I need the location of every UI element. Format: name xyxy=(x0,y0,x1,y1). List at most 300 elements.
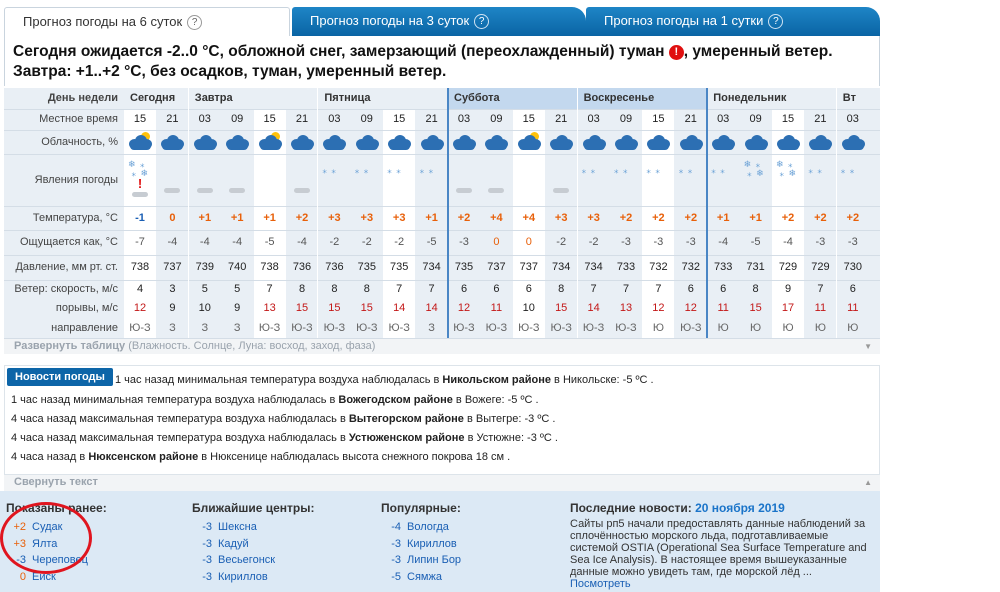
summary-tomorrow: Завтра: +1..+2 °C, без осадков, туман, умеренный ветер. xyxy=(13,63,447,80)
cloud-icon xyxy=(678,133,704,151)
wind-gust-cell: 12 xyxy=(133,302,147,314)
bottom-panel xyxy=(0,491,880,592)
temperature-cell: +2 xyxy=(295,212,309,224)
time-cell: 15 xyxy=(393,113,406,125)
cloud-part xyxy=(746,142,767,150)
temperature-cell: +1 xyxy=(263,212,276,224)
temperature-cell: -1 xyxy=(135,212,145,224)
city-link[interactable]: Шексна xyxy=(218,521,257,533)
wind-speed-cell: 7 xyxy=(428,283,435,295)
feels-like-cell: 0 xyxy=(525,236,532,248)
snow-icon: ⁎ ⁎ xyxy=(711,165,726,175)
tab-label: Прогноз погоды на 6 суток xyxy=(23,14,183,29)
row-separator xyxy=(4,130,880,131)
wind-direction-cell: Ю-З xyxy=(258,322,281,334)
row-label-time: Местное время xyxy=(39,113,118,125)
snow-icon: ⁎ ⁎ xyxy=(322,165,337,175)
cloud-icon xyxy=(516,133,542,151)
wind-speed-cell: 5 xyxy=(201,283,208,295)
city-list-item[interactable] xyxy=(381,521,461,538)
city-temperature: -3 xyxy=(202,570,212,583)
cloud-part xyxy=(843,142,864,150)
cloud-part xyxy=(519,142,540,150)
wind-speed-cell: 7 xyxy=(817,283,824,295)
feels-like-cell: -7 xyxy=(135,236,145,248)
time-cell: 09 xyxy=(490,113,503,125)
fog-icon xyxy=(197,188,213,193)
cloud-icon xyxy=(710,133,736,151)
news-item-text: 1 час назад минимальная температура воздуха наблюдалась в xyxy=(115,374,443,386)
snow-icon: ⁎ ⁎ xyxy=(387,165,402,175)
temperature-cell: +2 xyxy=(684,212,698,224)
weather-news xyxy=(4,365,880,475)
wind-speed-cell: 7 xyxy=(655,283,662,295)
temperature-cell: +2 xyxy=(457,212,471,224)
collapse-text-label: Свернуть текст xyxy=(14,476,98,488)
news-item-text: 1 час назад минимальная температура воздуха наблюдалась в xyxy=(11,394,339,406)
cloud-part xyxy=(162,142,183,150)
pressure-cell: 736 xyxy=(325,261,344,273)
cloud-part xyxy=(616,142,637,150)
pressure-cell: 731 xyxy=(746,261,765,273)
temperature-cell: +3 xyxy=(360,212,374,224)
pressure-cell: 739 xyxy=(195,261,214,273)
day-header: Суббота xyxy=(448,88,578,109)
city-temperature: +3 xyxy=(13,537,26,550)
feels-like-cell: -5 xyxy=(264,236,275,248)
wind-direction-cell: Ю-З xyxy=(485,322,508,334)
cloud-part xyxy=(551,142,572,150)
snow-icon: ❄ ⁎ ⁎ ❄ xyxy=(743,159,765,178)
feels-like-cell: -3 xyxy=(685,236,696,248)
temperature-cell: +2 xyxy=(781,212,795,224)
wind-direction-cell: Ю-З xyxy=(518,322,540,334)
row-label-wind: Ветер: скорость, м/с xyxy=(14,283,118,295)
wind-direction-cell: Ю xyxy=(652,322,664,334)
news-tab[interactable]: Новости погоды xyxy=(7,368,113,386)
forecast-tabs xyxy=(0,0,880,36)
city-temperature: -5 xyxy=(391,570,401,583)
temperature-cell: +1 xyxy=(425,212,438,224)
latest-news-title xyxy=(570,501,870,515)
cloud-icon xyxy=(613,133,639,151)
cloud-icon xyxy=(419,133,445,151)
cloud-icon xyxy=(645,133,671,151)
snow-icon: ❄ ⁎ ⁎ ❄ xyxy=(776,159,798,178)
time-cell: 09 xyxy=(749,113,762,125)
time-cell: 21 xyxy=(425,113,438,125)
wind-direction-cell: Ю-З xyxy=(323,322,346,334)
wind-gust-cell: 15 xyxy=(749,302,762,314)
city-list-item[interactable] xyxy=(192,538,314,555)
row-label-phen: Явления погоды xyxy=(34,174,118,186)
pressure-cell: 738 xyxy=(130,261,150,273)
wind-direction-cell: Ю xyxy=(814,322,826,334)
tab-6-days[interactable] xyxy=(4,7,290,36)
cloud-part xyxy=(584,142,605,150)
news-item xyxy=(11,432,558,444)
wind-speed-cell: 8 xyxy=(558,283,565,295)
wind-direction-cell: Ю-З xyxy=(453,322,475,334)
city-link[interactable]: Липин Бор xyxy=(407,554,462,566)
feels-like-cell: -3 xyxy=(847,236,858,248)
day-header: Понедельник xyxy=(713,92,787,104)
city-link[interactable]: Вологда xyxy=(407,521,449,533)
time-cell: 21 xyxy=(684,113,697,125)
news-item-value: в Вожеге: -5 ºC . xyxy=(452,394,539,406)
feels-like-cell: -4 xyxy=(718,236,729,248)
wind-gust-cell: 11 xyxy=(490,302,503,314)
warning-icon[interactable]: ! xyxy=(137,176,143,191)
fog-icon xyxy=(294,188,310,193)
feels-like-cell: -2 xyxy=(329,236,340,248)
wind-speed-cell: 3 xyxy=(169,283,176,295)
forecast-table xyxy=(4,88,880,338)
wind-direction-cell: Ю-З xyxy=(550,322,572,334)
warning-icon[interactable]: ! xyxy=(669,45,684,60)
latest-news-more-link[interactable]: Посмотреть xyxy=(570,578,631,590)
snow-icon: ⁎ ⁎ xyxy=(581,165,597,175)
snow-icon: ⁎ ⁎ xyxy=(808,165,823,175)
city-list-item[interactable] xyxy=(381,571,461,588)
nearest-centers-title: Ближайшие центры: xyxy=(192,501,315,515)
time-cell: 15 xyxy=(263,113,276,125)
city-list-item[interactable] xyxy=(192,521,314,538)
day-header: Пятница xyxy=(324,92,371,104)
city-link[interactable]: Судак xyxy=(32,521,63,533)
temperature-cell: +3 xyxy=(328,212,341,224)
wind-gust-cell: 10 xyxy=(198,302,211,314)
cloud-part xyxy=(454,142,475,150)
city-link[interactable]: Кириллов xyxy=(407,537,457,550)
temperature-cell: +2 xyxy=(814,212,827,224)
wind-speed-cell: 4 xyxy=(136,283,144,295)
expand-table-toggle[interactable] xyxy=(4,338,880,354)
cloud-icon xyxy=(581,133,607,151)
wind-speed-cell: 6 xyxy=(525,283,532,295)
time-cell: 09 xyxy=(360,113,373,125)
city-link[interactable]: Череповец xyxy=(32,554,88,566)
row-label-temp: Температура, °C xyxy=(32,212,118,224)
city-temperature: -3 xyxy=(16,554,26,566)
temperature-cell: +2 xyxy=(846,212,860,224)
wind-gust-cell: 10 xyxy=(522,302,535,314)
feels-like-cell: -2 xyxy=(394,236,405,248)
snow-icon: ❄ ⁎ ⁎ ❄ xyxy=(128,159,150,178)
pressure-cell: 737 xyxy=(487,261,506,273)
collapse-text-toggle[interactable] xyxy=(4,475,880,491)
cloud-part xyxy=(422,142,443,150)
news-item-value: в Нюксенице наблюдалась высота снежного покрова 18 см . xyxy=(198,451,511,463)
row-label-gusts: порывы, м/с xyxy=(55,302,118,314)
time-cell: 15 xyxy=(652,113,665,125)
wind-gust-cell: 15 xyxy=(360,302,373,314)
day-header: Сегодня xyxy=(130,92,176,104)
feels-like-cell: -4 xyxy=(232,236,243,248)
wind-speed-cell: 6 xyxy=(493,283,500,295)
row-separator xyxy=(4,154,880,155)
pressure-cell: 730 xyxy=(843,261,862,273)
cloud-part xyxy=(260,142,281,150)
wind-direction-cell: Ю-З xyxy=(356,322,378,334)
wind-speed-cell: 8 xyxy=(298,283,306,295)
pressure-cell: 729 xyxy=(778,261,798,273)
news-item-value: в Устюжне: -3 ºC . xyxy=(464,432,558,444)
wind-gust-cell: 11 xyxy=(717,302,729,314)
feels-like-cell: -5 xyxy=(750,236,761,248)
wind-direction-cell: Ю-З xyxy=(388,322,410,334)
wind-direction-cell: З xyxy=(201,322,209,334)
cloud-part xyxy=(648,142,669,150)
wind-direction-cell: Ю-З xyxy=(129,322,151,334)
news-item-region[interactable]: Нюксенском районе xyxy=(88,451,199,463)
latest-news-label: Последние новости: xyxy=(570,501,696,515)
news-item-region[interactable]: Никольском районе xyxy=(442,374,551,386)
wind-direction-cell: З xyxy=(169,322,176,334)
wind-speed-cell: 7 xyxy=(396,283,403,295)
pressure-cell: 733 xyxy=(616,261,636,273)
temperature-cell: +3 xyxy=(554,212,568,224)
city-temperature: -3 xyxy=(202,554,212,566)
city-list-item[interactable] xyxy=(381,554,461,571)
feels-like-cell: -4 xyxy=(297,236,307,248)
day-header: Завтра xyxy=(194,92,233,104)
forecast-summary xyxy=(4,36,880,86)
pressure-cell: 734 xyxy=(422,261,441,273)
temperature-cell: +1 xyxy=(716,212,730,224)
city-link[interactable]: Кадуй xyxy=(218,537,249,550)
wind-gust-cell: 15 xyxy=(328,302,341,314)
wind-direction-cell: Ю-З xyxy=(582,322,605,334)
cloud-icon xyxy=(775,133,801,151)
tab-label: Прогноз погоды на 1 сутки xyxy=(604,13,764,28)
time-cell: 09 xyxy=(231,113,244,125)
cloud-icon xyxy=(224,133,250,151)
city-temperature: -3 xyxy=(391,554,401,566)
recently-shown-title: Показаны ранее: xyxy=(6,501,107,515)
city-list-item[interactable] xyxy=(192,571,314,588)
wind-direction-cell: Ю xyxy=(750,322,762,334)
feels-like-cell: -3 xyxy=(621,236,631,248)
wind-speed-cell: 5 xyxy=(234,283,241,295)
news-item-region[interactable]: Вожегодском районе xyxy=(338,394,453,406)
time-cell: 03 xyxy=(457,113,471,125)
pressure-cell: 738 xyxy=(260,261,279,273)
cloud-part xyxy=(810,142,831,150)
cloud-icon xyxy=(807,133,833,151)
fog-icon xyxy=(229,188,245,193)
time-cell: 09 xyxy=(619,113,633,125)
pressure-cell: 736 xyxy=(292,261,312,273)
cloud-part xyxy=(681,142,702,150)
summary-today-tail: , умеренный ветер. xyxy=(683,43,833,60)
expand-table-hint: (Влажность. Солнце, Луна: восход, заход, фаза) xyxy=(128,340,376,352)
pressure-cell: 740 xyxy=(228,261,247,273)
wind-gust-cell: 12 xyxy=(684,302,697,314)
city-link[interactable]: Кириллов xyxy=(218,570,268,583)
tab-label: Прогноз погоды на 3 суток xyxy=(310,13,470,28)
news-item-region[interactable]: Устюженском районе xyxy=(348,432,465,444)
wind-gust-cell: 12 xyxy=(652,302,665,314)
snow-icon: ⁎ ⁎ xyxy=(646,165,661,175)
wind-gust-cell: 9 xyxy=(169,302,176,314)
snow-icon: ⁎ ⁎ xyxy=(419,165,435,175)
city-temperature: +2 xyxy=(13,521,26,533)
cloud-icon xyxy=(321,133,347,151)
cloud-part xyxy=(130,142,151,150)
pressure-cell: 735 xyxy=(454,261,474,273)
city-temperature: -3 xyxy=(391,537,401,550)
city-temperature: -3 xyxy=(202,537,212,550)
city-temperature: -3 xyxy=(202,521,212,533)
pressure-cell: 734 xyxy=(584,261,603,273)
row-label-feels: Ощущается как, °C xyxy=(19,236,118,248)
pressure-cell: 733 xyxy=(714,261,733,273)
temperature-cell: +1 xyxy=(230,212,244,224)
pressure-cell: 729 xyxy=(811,261,830,273)
feels-like-cell: -4 xyxy=(783,236,793,248)
red-annotation-circle xyxy=(0,502,92,574)
snow-icon: ⁎ ⁎ xyxy=(840,165,856,175)
wind-speed-cell: 7 xyxy=(266,283,273,295)
time-cell: 15 xyxy=(781,113,795,125)
feels-like-cell: -3 xyxy=(815,236,826,248)
pressure-cell: 737 xyxy=(519,261,538,273)
cloud-icon xyxy=(548,133,574,151)
wind-direction-cell: Ю xyxy=(847,322,859,334)
summary-today-text: Сегодня ожидается -2..0 °C, обложной снег, замерзающий (переохлажденный) туман xyxy=(13,43,665,60)
wind-speed-cell: 6 xyxy=(849,283,856,295)
cloud-icon xyxy=(451,133,477,151)
cloud-icon xyxy=(159,133,185,151)
feels-like-cell: -3 xyxy=(459,236,469,248)
latest-news-text: Сайты рп5 начали предоставлять данные наблюдений за сплочённостью морского льда, подготавливаемые системой OSTIA (Operational Sea Surface Temperature and Sea Ice Analysis). В настоящее время вышеуказанные данные можно увидеть там, где морской лёд ... xyxy=(570,518,867,578)
chevron-up-icon: ▲ xyxy=(864,478,872,487)
wind-gust-cell: 14 xyxy=(425,302,438,314)
cloud-icon xyxy=(483,133,509,151)
wind-gust-cell: 17 xyxy=(781,302,795,314)
time-cell: 03 xyxy=(587,113,600,125)
cloud-part xyxy=(292,142,313,150)
time-cell: 21 xyxy=(166,113,179,125)
cloud-part xyxy=(486,142,507,150)
fog-icon xyxy=(132,192,148,197)
city-list-item[interactable] xyxy=(192,554,314,571)
city-list-item[interactable] xyxy=(381,538,461,555)
wind-gust-cell: 13 xyxy=(619,302,633,314)
help-icon[interactable]: ? xyxy=(474,14,489,29)
feels-like-cell: -3 xyxy=(653,236,664,248)
latest-news-date[interactable]: 20 ноября 2019 xyxy=(695,501,785,515)
cloud-icon xyxy=(840,133,866,151)
wind-speed-cell: 6 xyxy=(720,283,727,295)
help-icon[interactable]: ? xyxy=(768,14,783,29)
city-link[interactable]: Ялта xyxy=(32,537,58,550)
row-label-day: День недели xyxy=(47,92,118,104)
time-cell: 21 xyxy=(814,113,827,125)
cloud-icon xyxy=(289,133,315,151)
cloud-part xyxy=(324,142,345,150)
news-item-region[interactable]: Вытегорском районе xyxy=(348,413,464,425)
wind-direction-cell: З xyxy=(428,322,435,334)
row-label-dir: направление xyxy=(51,322,118,334)
tab-1-day[interactable] xyxy=(586,7,880,36)
wind-direction-cell: Ю-З xyxy=(291,322,313,334)
time-cell: 03 xyxy=(328,113,341,125)
news-item-text: 4 часа назад максимальная температура воздуха наблюдалась в xyxy=(11,432,349,444)
wind-gust-cell: 14 xyxy=(587,302,600,314)
row-label-press: Давление, мм рт. ст. xyxy=(15,261,118,273)
time-cell: 15 xyxy=(522,113,535,125)
wind-gust-cell: 13 xyxy=(263,302,276,314)
snow-icon: ⁎ ⁎ xyxy=(354,165,370,175)
feels-like-cell: -5 xyxy=(426,236,437,248)
help-icon[interactable]: ? xyxy=(187,15,202,30)
cloud-icon xyxy=(192,133,218,151)
feels-like-cell: -2 xyxy=(556,236,567,248)
temperature-cell: +1 xyxy=(749,212,762,224)
popular-places xyxy=(381,501,461,587)
city-link[interactable]: Сямжа xyxy=(407,570,442,583)
wind-gust-cell: 9 xyxy=(234,302,241,314)
news-item-text: 4 часа назад максимальная температура воздуха наблюдалась в xyxy=(11,413,349,425)
news-item-text: 4 часа назад в xyxy=(11,451,89,463)
wind-speed-cell: 8 xyxy=(752,283,759,295)
wind-gust-cell: 15 xyxy=(555,302,568,314)
cloud-icon xyxy=(386,133,412,151)
cloud-icon xyxy=(354,133,380,151)
city-temperature: 0 xyxy=(19,570,26,583)
popular-places-title: Популярные: xyxy=(381,501,461,515)
wind-gust-cell: 11 xyxy=(847,302,859,314)
feels-like-cell: -2 xyxy=(361,236,372,248)
wind-speed-cell: 8 xyxy=(363,283,370,295)
snow-icon: ⁎ ⁎ xyxy=(614,165,629,175)
city-link[interactable]: Ейск xyxy=(32,570,56,583)
wind-direction-cell: З xyxy=(233,322,241,334)
pressure-cell: 732 xyxy=(649,261,668,273)
chevron-down-icon: ▼ xyxy=(864,342,872,351)
cloud-part xyxy=(227,142,248,150)
city-temperature: -4 xyxy=(391,521,401,533)
temperature-cell: +1 xyxy=(198,212,212,224)
cloud-part xyxy=(713,142,734,150)
fog-icon xyxy=(553,188,569,193)
row-label-cloud: Облачность, % xyxy=(41,136,118,148)
wind-speed-cell: 9 xyxy=(784,283,792,295)
pressure-cell: 735 xyxy=(357,261,376,273)
pressure-cell: 737 xyxy=(163,261,182,273)
city-link[interactable]: Весьегонск xyxy=(218,554,276,566)
wind-direction-cell: Ю-З xyxy=(680,322,702,334)
wind-gust-cell: 14 xyxy=(393,302,406,314)
wind-speed-cell: 7 xyxy=(622,283,630,295)
cloud-part xyxy=(195,142,216,150)
feels-like-cell: -2 xyxy=(588,236,599,248)
time-cell: 03 xyxy=(198,113,211,125)
feels-like-cell: -4 xyxy=(199,236,210,248)
time-cell: 03 xyxy=(846,113,859,125)
time-cell: 21 xyxy=(555,113,568,125)
day-header: Воскресенье xyxy=(578,88,708,109)
news-item-value: в Вытегре: -3 ºC . xyxy=(463,413,556,425)
news-item-value: в Никольске: -5 ºC . xyxy=(551,374,654,386)
fog-icon xyxy=(488,188,504,193)
feels-like-cell: 0 xyxy=(493,236,500,248)
tab-3-days[interactable] xyxy=(292,7,586,36)
temperature-cell: +2 xyxy=(619,212,633,224)
temperature-cell: +4 xyxy=(522,212,536,224)
